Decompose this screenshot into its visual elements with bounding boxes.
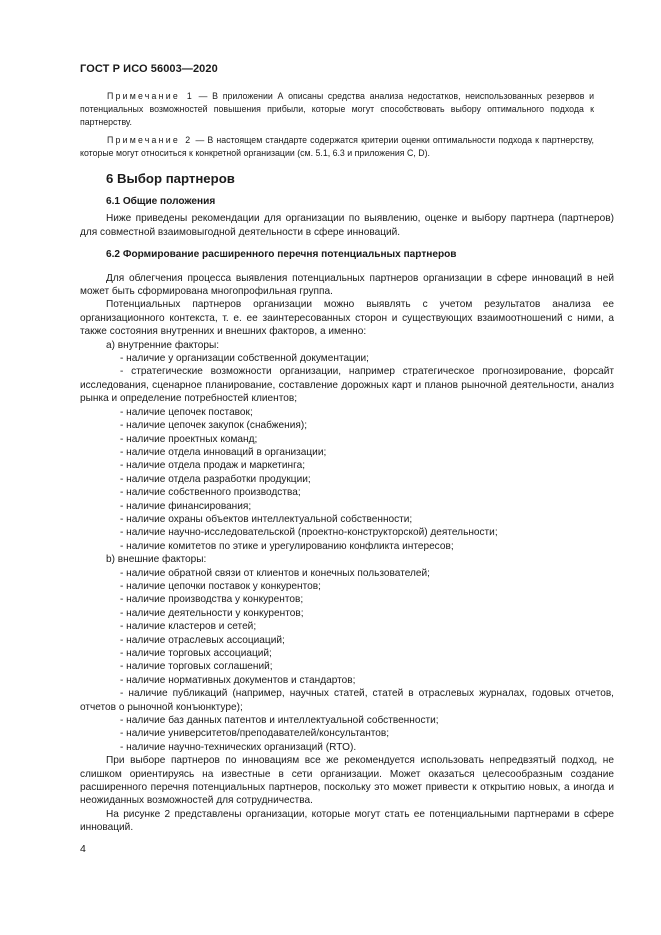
- list-item: - наличие отраслевых ассоциаций;: [120, 634, 285, 646]
- subsection-6-1-text: Ниже приведены рекомендации для организации по выявлению, оценке и выбору партнера (партнеров) для совместной взаимовыгодной деятельности в сфере инноваций.: [80, 213, 614, 238]
- subsection-6-2-para-2: Потенциальных партнеров организации можно выявлять с учетом результатов анализа ее организационного контекста, т. е. ее заинтересованных сторон и существующих взаимоотношений с ними, а также состояния внутренних и внешних факторов, а именно:: [80, 299, 614, 338]
- closing-para-1: При выборе партнеров по инновациям все же рекомендуется использовать непредвзятый подход, не слишком ориентируясь на известные в сети организации. Может оказаться целесообразным создание расширенного перечня потенциальных партнеров, поскольку это может привести к открытию новых, а иногда и неожиданных возможностей для сотрудничества.: [80, 755, 614, 807]
- document-header: ГОСТ Р ИСО 56003—2020: [80, 63, 218, 75]
- list-item: - наличие торговых соглашений;: [120, 661, 273, 673]
- list-item: - наличие цепочки поставок у конкурентов;: [120, 580, 321, 592]
- list-item: - стратегические возможности организации, например стратегическое прогнозирование, форсайт исследования, сценарное планирование, составление дорожных карт и планов рыночной деятельности, анализ рынка и определение потребностей клиентов;: [80, 366, 614, 405]
- note-1-label: Примечание 1: [107, 91, 194, 101]
- notes-block: [80, 90, 594, 166]
- closing-para-2: На рисунке 2 представлены организации, которые могут стать ее потенциальными партнерами в сфере инноваций.: [80, 808, 614, 834]
- internal-factors-label: a) внутренние факторы:: [106, 339, 220, 351]
- section-title: 6 Выбор партнеров: [106, 171, 235, 186]
- list-item: - наличие научно-исследовательской (проектно-конструкторской) деятельности;: [120, 527, 498, 539]
- list-item: - наличие нормативных документов и стандартов;: [120, 674, 356, 686]
- list-item: - наличие отдела разработки продукции;: [120, 473, 311, 485]
- list-item: - наличие торговых ассоциаций;: [120, 648, 272, 659]
- list-item: - наличие отдела инноваций в организации;: [120, 446, 327, 458]
- list-item: - наличие охраны объектов интеллектуальной собственности;: [120, 513, 413, 525]
- list-item: - наличие научно-технических организаций (RTO).: [120, 741, 357, 753]
- note-2-text: — В настоящем стандарте содержатся критерии оценки оптимальности подхода к партнерству, которые могут относиться к конкретной организации (см. 5.1, 6.3 и приложения С, D).: [80, 135, 595, 159]
- list-item: - наличие обратной связи от клиентов и конечных пользователей;: [120, 567, 430, 579]
- list-item: - наличие публикаций (например, научных статей, статей в отраслевых журналах, годовых отчетов, отчетов о рыночной конъюнктуре);: [80, 688, 614, 713]
- list-item: - наличие цепочек поставок;: [120, 406, 253, 418]
- page-number: 4: [80, 843, 86, 855]
- list-item: - наличие университетов/преподавателей/консультантов;: [120, 728, 390, 740]
- list-item: - наличие деятельности у конкурентов;: [120, 607, 304, 619]
- list-item: - наличие собственного производства;: [120, 487, 301, 499]
- list-item: - наличие проектных команд;: [120, 433, 258, 445]
- list-item: - наличие отдела продаж и маркетинга;: [120, 460, 306, 472]
- note-2: [80, 134, 594, 160]
- note-1: [80, 90, 594, 128]
- subsection-6-2-para-1: Для облегчения процесса выявления потенциальных партнеров организации в сфере инноваций в ней может быть сформирована многопрофильная группа.: [80, 272, 614, 298]
- section-content: [80, 170, 614, 835]
- list-item: - наличие производства у конкурентов;: [120, 594, 304, 606]
- list-item: - наличие у организации собственной документации;: [120, 353, 369, 365]
- subsection-6-2-title: 6.2 Формирование расширенного перечня потенциальных партнеров: [106, 249, 457, 261]
- list-item: - наличие цепочек закупок (снабжения);: [120, 420, 308, 432]
- external-factors-label: b) внешние факторы:: [106, 554, 207, 566]
- note-2-label: Примечание 2: [107, 135, 193, 146]
- list-item: - наличие баз данных патентов и интеллектуальной собственности;: [120, 715, 439, 727]
- subsection-6-1-title: 6.1 Общие положения: [106, 196, 216, 207]
- list-item: - наличие кластеров и сетей;: [120, 621, 257, 633]
- note-1-text: — В приложении А описаны средства анализа недостатков, неиспользованных резервов и потенциальных возможностей повышения прибыли, которые могут способствовать выбору оптимального подхода к партнерству.: [80, 91, 595, 127]
- list-item: - наличие комитетов по этике и урегулированию конфликта интересов;: [120, 540, 454, 552]
- list-item: - наличие финансирования;: [120, 500, 252, 512]
